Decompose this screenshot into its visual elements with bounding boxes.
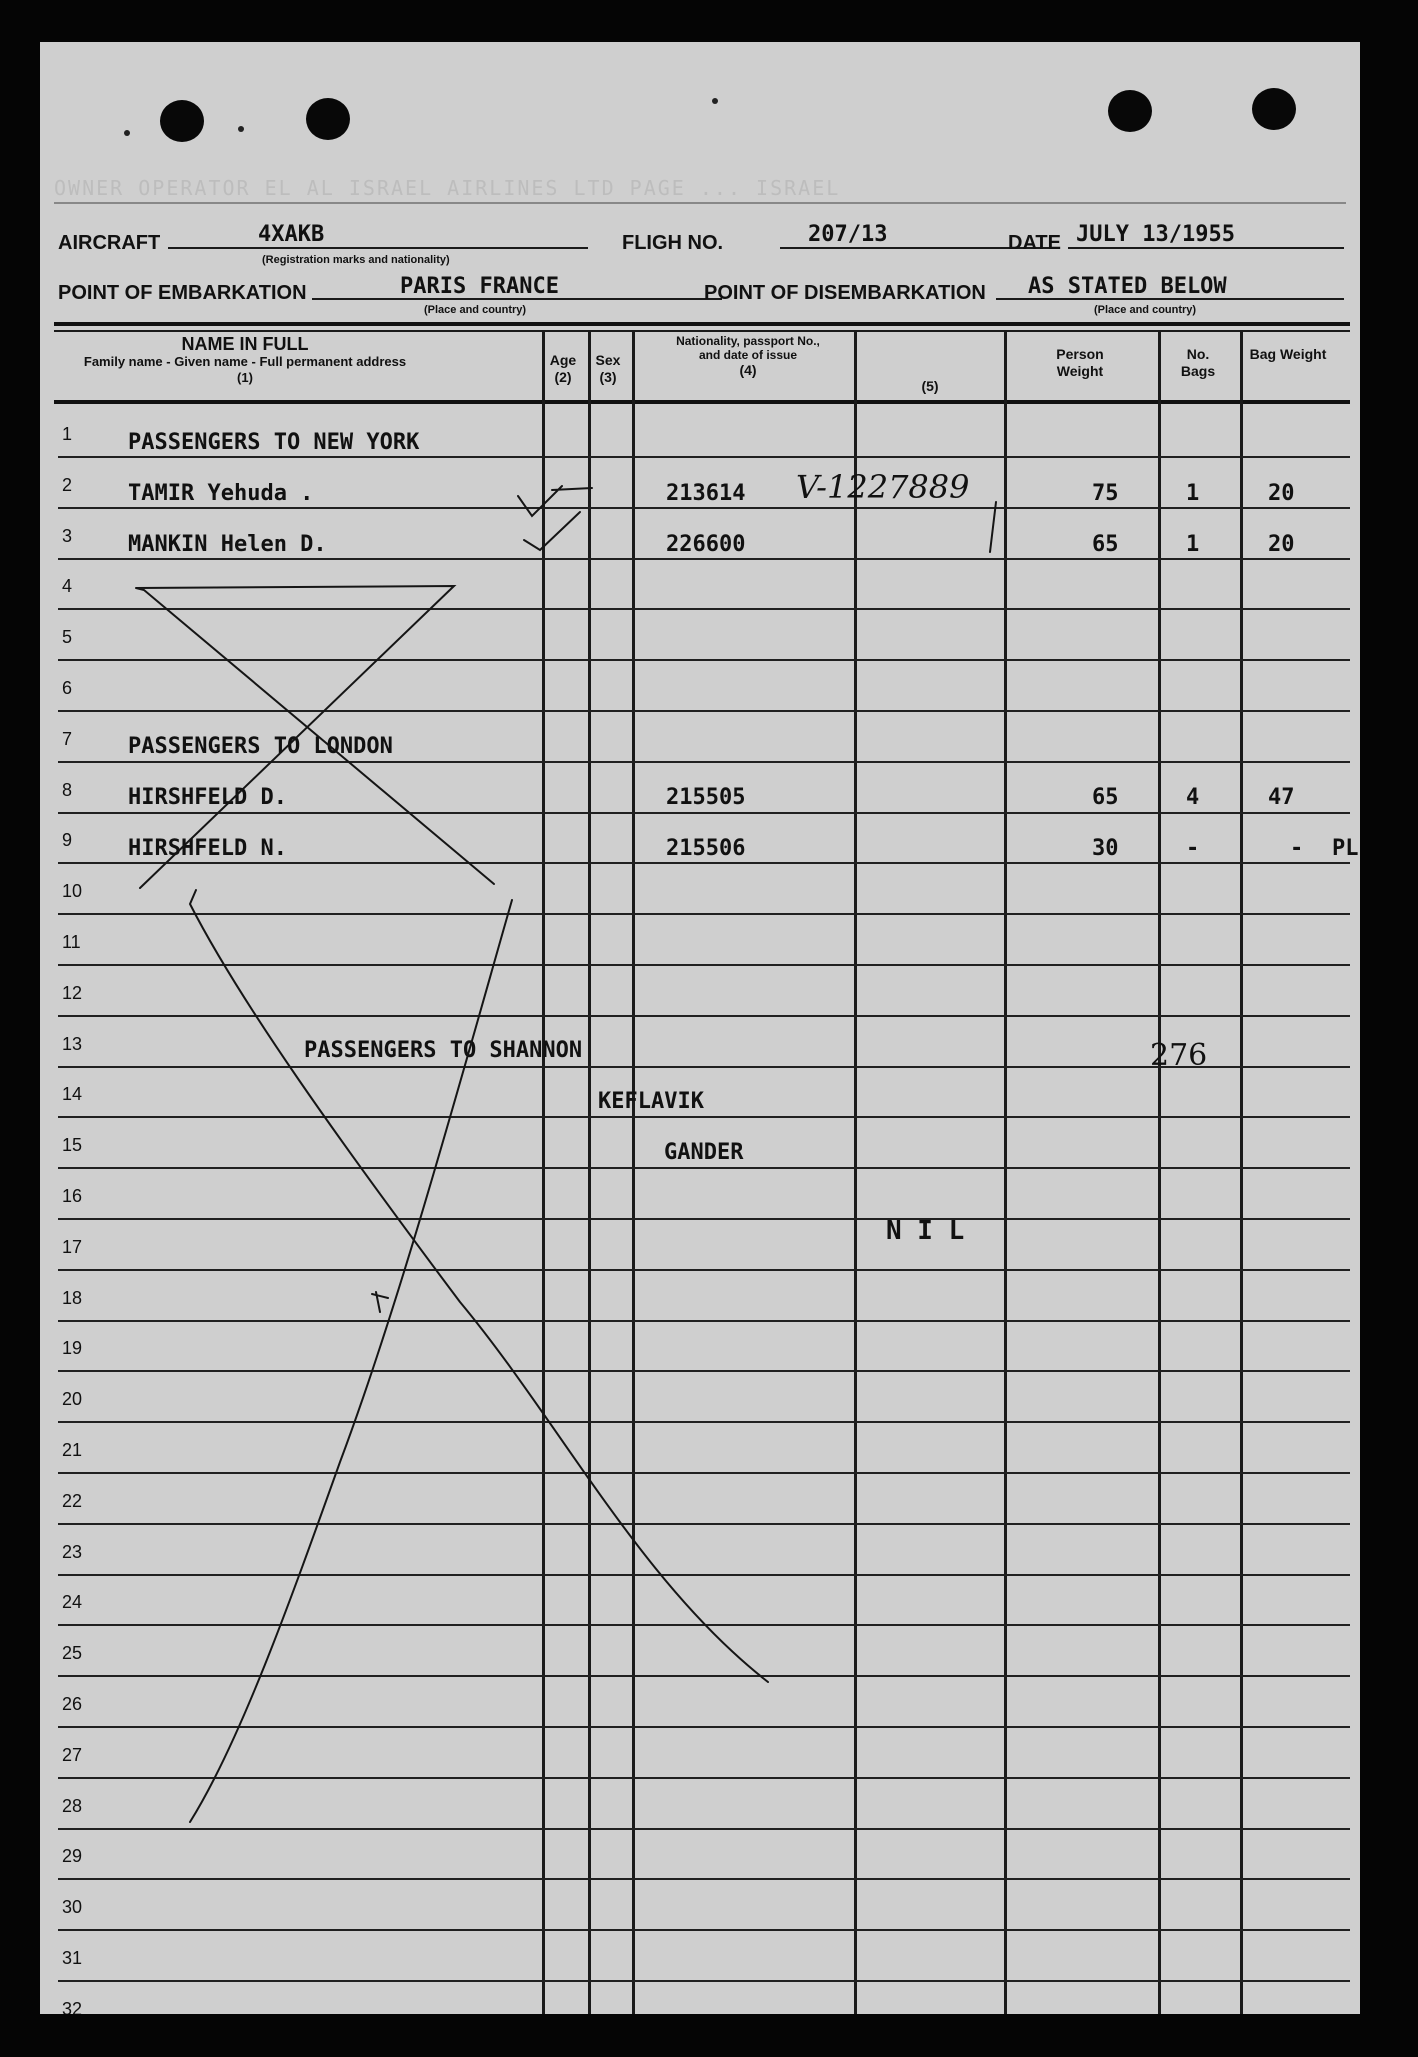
embarkation-value: PARIS FRANCE — [400, 274, 559, 299]
row-number: 11 — [62, 932, 81, 952]
row-number: 5 — [62, 627, 73, 647]
r13-text: PASSENGERS TO SHANNON — [304, 1038, 583, 1063]
row-line — [58, 1167, 1350, 1169]
col-divider — [588, 332, 591, 2014]
row-number: 3 — [62, 526, 73, 546]
header-bottom-border — [54, 400, 1350, 404]
row-number: 29 — [62, 1846, 83, 1866]
r9-name: HIRSHFELD N. — [128, 836, 287, 861]
row-number: 1 — [62, 424, 73, 444]
row-line — [58, 1015, 1350, 1017]
row-number: 28 — [62, 1796, 83, 1816]
row-number: 32 — [62, 1999, 83, 2014]
row-line — [58, 1320, 1350, 1322]
r3-passport: 226600 — [666, 532, 746, 557]
r2-weight: 75 — [1092, 481, 1119, 506]
row-number: 15 — [62, 1135, 83, 1155]
col-divider — [1004, 332, 1007, 2014]
aircraft-value: 4XAKB — [258, 222, 325, 247]
r8-name: HIRSHFELD D. — [128, 785, 287, 810]
row-number: 12 — [62, 983, 83, 1003]
row-line — [58, 1574, 1350, 1576]
flight-value: 207/13 — [808, 222, 888, 247]
col-name-header — [60, 334, 430, 386]
row-number: 19 — [62, 1338, 83, 1358]
row-line — [58, 456, 1350, 458]
row-line — [58, 1421, 1350, 1423]
header-rule — [54, 202, 1346, 204]
r8-bag-weight: 47 — [1268, 785, 1295, 810]
row-line — [58, 1980, 1350, 1982]
row-number: 13 — [62, 1034, 83, 1054]
r9-bags: - — [1186, 836, 1200, 861]
row-line — [58, 913, 1350, 915]
date-line — [1068, 247, 1344, 249]
r8-passport: 215505 — [666, 785, 746, 810]
r2-handwritten: V-1227889 — [796, 468, 970, 506]
table-top-border-2 — [54, 330, 1350, 332]
cross-out-mark — [190, 890, 768, 1682]
r3-bags: 1 — [1186, 532, 1200, 557]
row-number: 4 — [62, 576, 73, 596]
col-nat-number: (4) — [739, 362, 757, 378]
row-line — [58, 1675, 1350, 1677]
row-line — [58, 710, 1350, 712]
row-line — [58, 558, 1350, 560]
pen-mark — [372, 1292, 388, 1312]
row-line — [58, 1472, 1350, 1474]
row-line — [58, 1624, 1350, 1626]
row-number: 23 — [62, 1542, 83, 1562]
aircraft-sublabel: (Registration marks and nationality) — [262, 254, 450, 266]
col-nat-header — [668, 334, 828, 379]
row-number: 6 — [62, 678, 73, 698]
col-5-header: (5) — [921, 378, 939, 394]
row-number: 16 — [62, 1186, 83, 1206]
row-line — [58, 1370, 1350, 1372]
r2-bags: 1 — [1186, 481, 1200, 506]
manifest-sheet — [40, 42, 1360, 2014]
row-number: 31 — [62, 1948, 83, 1968]
row-line — [58, 507, 1350, 509]
col-divider — [854, 332, 857, 2014]
row-number: 10 — [62, 881, 83, 901]
check-mark — [524, 512, 580, 550]
col-bag-weight-header: Bag Weight — [1249, 346, 1327, 362]
r2-bag-weight: 20 — [1268, 481, 1295, 506]
embarkation-sublabel: (Place and country) — [424, 304, 527, 316]
row-line — [58, 1878, 1350, 1880]
punch-hole — [306, 98, 350, 140]
row-number: 14 — [62, 1084, 83, 1104]
row-number: 18 — [62, 1288, 83, 1308]
row-number: 25 — [62, 1643, 83, 1663]
col-age-number: (2) — [554, 369, 572, 385]
date-value: JULY 13/1955 — [1076, 222, 1235, 247]
col-sex-number: (3) — [599, 369, 617, 385]
aircraft-label: AIRCRAFT — [58, 232, 161, 254]
row-line — [58, 1218, 1350, 1220]
row-line — [58, 608, 1350, 610]
r2-name: TAMIR Yehuda . — [128, 481, 314, 506]
r7-name: PASSENGERS TO LONDON — [128, 734, 393, 759]
row-line — [58, 1269, 1350, 1271]
col-divider — [542, 332, 545, 2014]
col-age-title: Age — [549, 352, 577, 368]
date-label: DATE — [1008, 232, 1061, 254]
punch-hole — [1252, 88, 1296, 130]
speck — [124, 130, 130, 136]
col-name-subtitle: Family name - Given name - Full permanent address — [83, 354, 407, 369]
row-line — [58, 1523, 1350, 1525]
row-line — [58, 1726, 1350, 1728]
r9-weight: 30 — [1092, 836, 1119, 861]
col-person-weight-header: Person Weight — [1056, 346, 1104, 379]
r9-extra: PL — [1332, 836, 1359, 861]
row-line — [58, 761, 1350, 763]
r3-bag-weight: 20 — [1268, 532, 1295, 557]
disembarkation-label: POINT OF DISEMBARKATION — [704, 282, 986, 304]
embarkation-label: POINT OF EMBARKATION — [58, 282, 307, 304]
row-line — [58, 964, 1350, 966]
r14-text: KEFLAVIK — [598, 1089, 704, 1114]
col-sex-title: Sex — [595, 352, 621, 368]
row-line — [58, 1828, 1350, 1830]
r3-name: MANKIN Helen D. — [128, 532, 327, 557]
r2-passport: 213614 — [666, 481, 746, 506]
r15-text: GANDER — [664, 1140, 744, 1165]
punch-hole — [1108, 90, 1152, 132]
col-divider — [1158, 332, 1161, 2014]
r13-total: 276 — [1150, 1038, 1208, 1073]
r3-weight: 65 — [1092, 532, 1119, 557]
aircraft-line — [168, 247, 588, 249]
r9-passport: 215506 — [666, 836, 746, 861]
disembarkation-value: AS STATED BELOW — [1028, 274, 1227, 299]
speck — [712, 98, 718, 104]
speck — [238, 126, 244, 132]
row-number: 20 — [62, 1389, 83, 1409]
row-number: 24 — [62, 1592, 83, 1612]
col-divider — [632, 332, 635, 2014]
col-name-number: (1) — [237, 370, 253, 385]
row-line — [58, 862, 1350, 864]
row-number: 27 — [62, 1745, 83, 1765]
disembarkation-sublabel: (Place and country) — [1094, 304, 1197, 316]
row-number: 7 — [62, 729, 73, 749]
r1-name: PASSENGERS TO NEW YORK — [128, 430, 420, 455]
punch-hole — [160, 100, 204, 142]
col-nat-title: Nationality, passport No., and date of issue — [676, 334, 820, 362]
row-line — [58, 659, 1350, 661]
row-line — [58, 1929, 1350, 1931]
col-name-title: NAME IN FULL — [181, 334, 309, 354]
col-no-bags-header: No. Bags — [1180, 346, 1216, 379]
col-age-header — [543, 352, 583, 386]
row-line — [58, 812, 1350, 814]
r8-bags: 4 — [1186, 785, 1200, 810]
row-number: 8 — [62, 780, 73, 800]
r8-weight: 65 — [1092, 785, 1119, 810]
row-number: 9 — [62, 830, 73, 850]
row-number: 30 — [62, 1897, 83, 1917]
row-number: 22 — [62, 1491, 83, 1511]
row-number: 17 — [62, 1237, 83, 1257]
r9-bag-weight: - — [1290, 836, 1304, 861]
check-mark — [518, 486, 592, 516]
table-top-border — [54, 322, 1350, 326]
flight-label: FLIGH NO. — [622, 232, 724, 254]
col-sex-header — [588, 352, 628, 386]
row-number: 26 — [62, 1694, 83, 1714]
r17-text: N I L — [886, 1216, 965, 1246]
row-number: 2 — [62, 475, 73, 495]
pen-mark — [990, 502, 996, 552]
col-divider — [1240, 332, 1243, 2014]
row-line — [58, 1116, 1350, 1118]
row-line — [58, 1777, 1350, 1779]
row-number: 21 — [62, 1440, 83, 1460]
faint-operator-header: OWNER OPERATOR EL AL ISRAEL AIRLINES LTD PAGE ... ISRAEL — [54, 176, 841, 200]
